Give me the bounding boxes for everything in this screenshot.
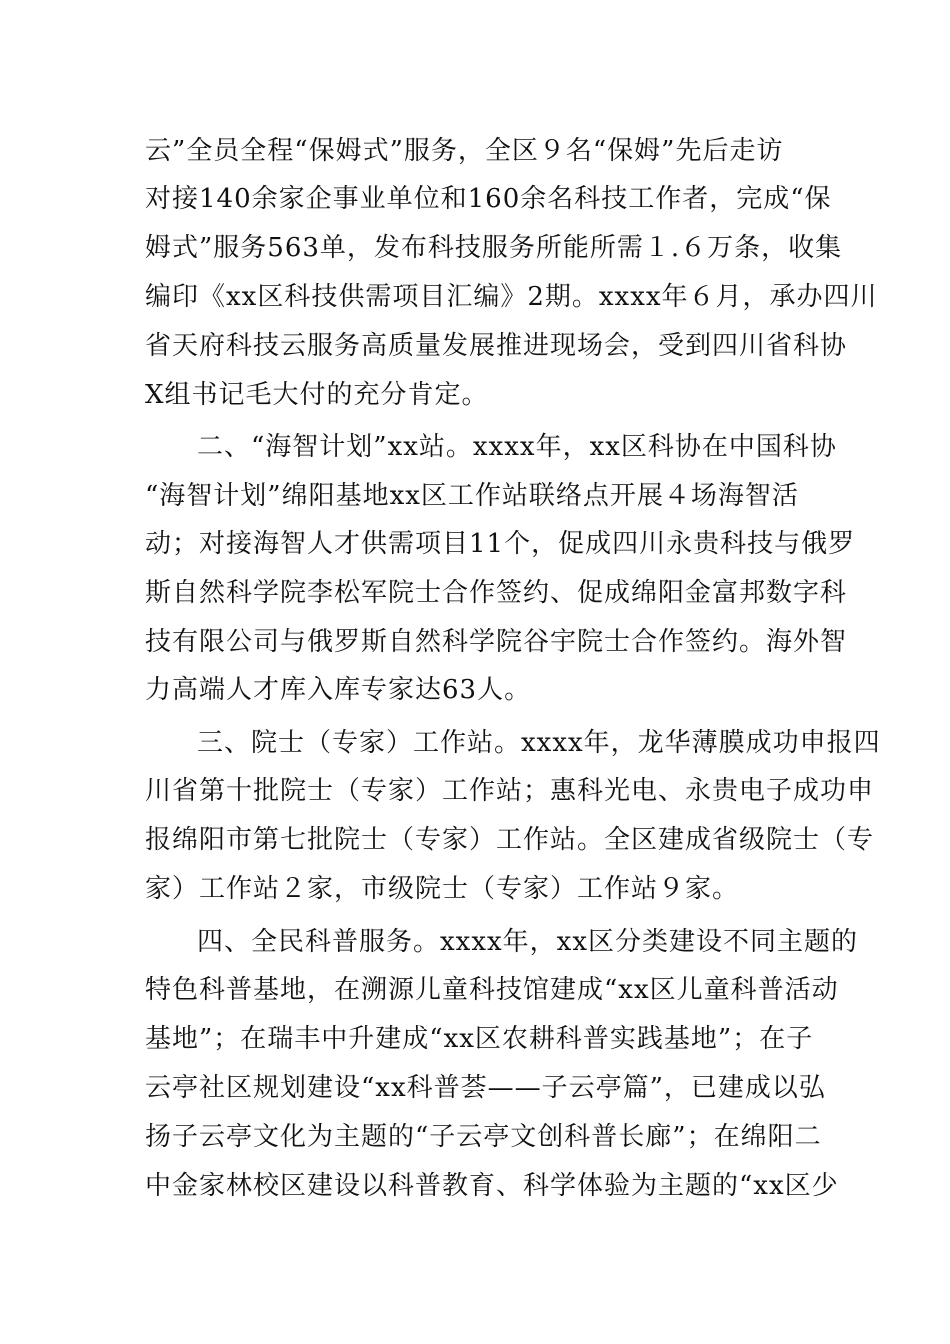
paragraph-start-line: 二、“海智计划”xx站。xxxx年，xx区科协在中国科协	[197, 432, 837, 462]
text-line: 云”全员全程“保姆式”服务，全区９名“保姆”先后走访	[145, 136, 784, 166]
text-line: “海智计划”绵阳基地xx区工作站联络点开展４场海智活	[145, 481, 799, 511]
text-line: 扬子云亭文化为主题的“子云亭文创科普长廊”；在绵阳二	[145, 1122, 822, 1152]
paragraph-start-line: 四、全民科普服务。xxxx年，xx区分类建设不同主题的	[197, 927, 858, 957]
text-line: 斯自然科学院李松军院士合作签约、促成绵阳金富邦数字科	[145, 578, 848, 608]
text-line: 特色科普基地，在溯源儿童科技馆建成“xx区儿童科普活动	[145, 975, 839, 1005]
text-line: 编印《xx区科技供需项目汇编》2期。xxxx年６月，承办四川	[145, 282, 878, 312]
text-line: 力高端人才库入库专家达63人。	[145, 675, 532, 705]
text-line: 家）工作站２家，市级院士（专家）工作站９家。	[145, 874, 740, 904]
text-line: X组书记毛大付的充分肯定。	[145, 380, 489, 410]
text-line: 报绵阳市第七批院士（专家）工作站。全区建成省级院士（专	[145, 825, 875, 855]
text-line: 姆式”服务563单，发布科技服务所能所需１.６万条，收集	[145, 233, 843, 263]
text-line: 川省第十批院士（专家）工作站；惠科光电、永贵电子成功申	[145, 776, 875, 806]
text-line: 云亭社区规划建设“xx科普荟——子云亭篇”，已建成以弘	[145, 1073, 826, 1103]
text-line: 动；对接海智人才供需项目11个，促成四川永贵科技与俄罗	[145, 529, 856, 559]
text-line: 技有限公司与俄罗斯自然科学院谷宇院士合作签约。海外智	[145, 627, 848, 657]
paragraph-start-line: 三、院士（专家）工作站。xxxx年，龙华薄膜成功申报四	[197, 728, 881, 758]
text-line: 省天府科技云服务高质量发展推进现场会，受到四川省科协	[145, 331, 848, 361]
text-line: 基地”；在瑞丰中升建成“xx区农耕科普实践基地”；在子	[145, 1024, 814, 1054]
text-line: 中金家林校区建设以科普教育、科学体验为主题的“xx区少	[145, 1171, 839, 1201]
text-line: 对接140余家企事业单位和160余名科技工作者，完成“保	[145, 184, 832, 214]
